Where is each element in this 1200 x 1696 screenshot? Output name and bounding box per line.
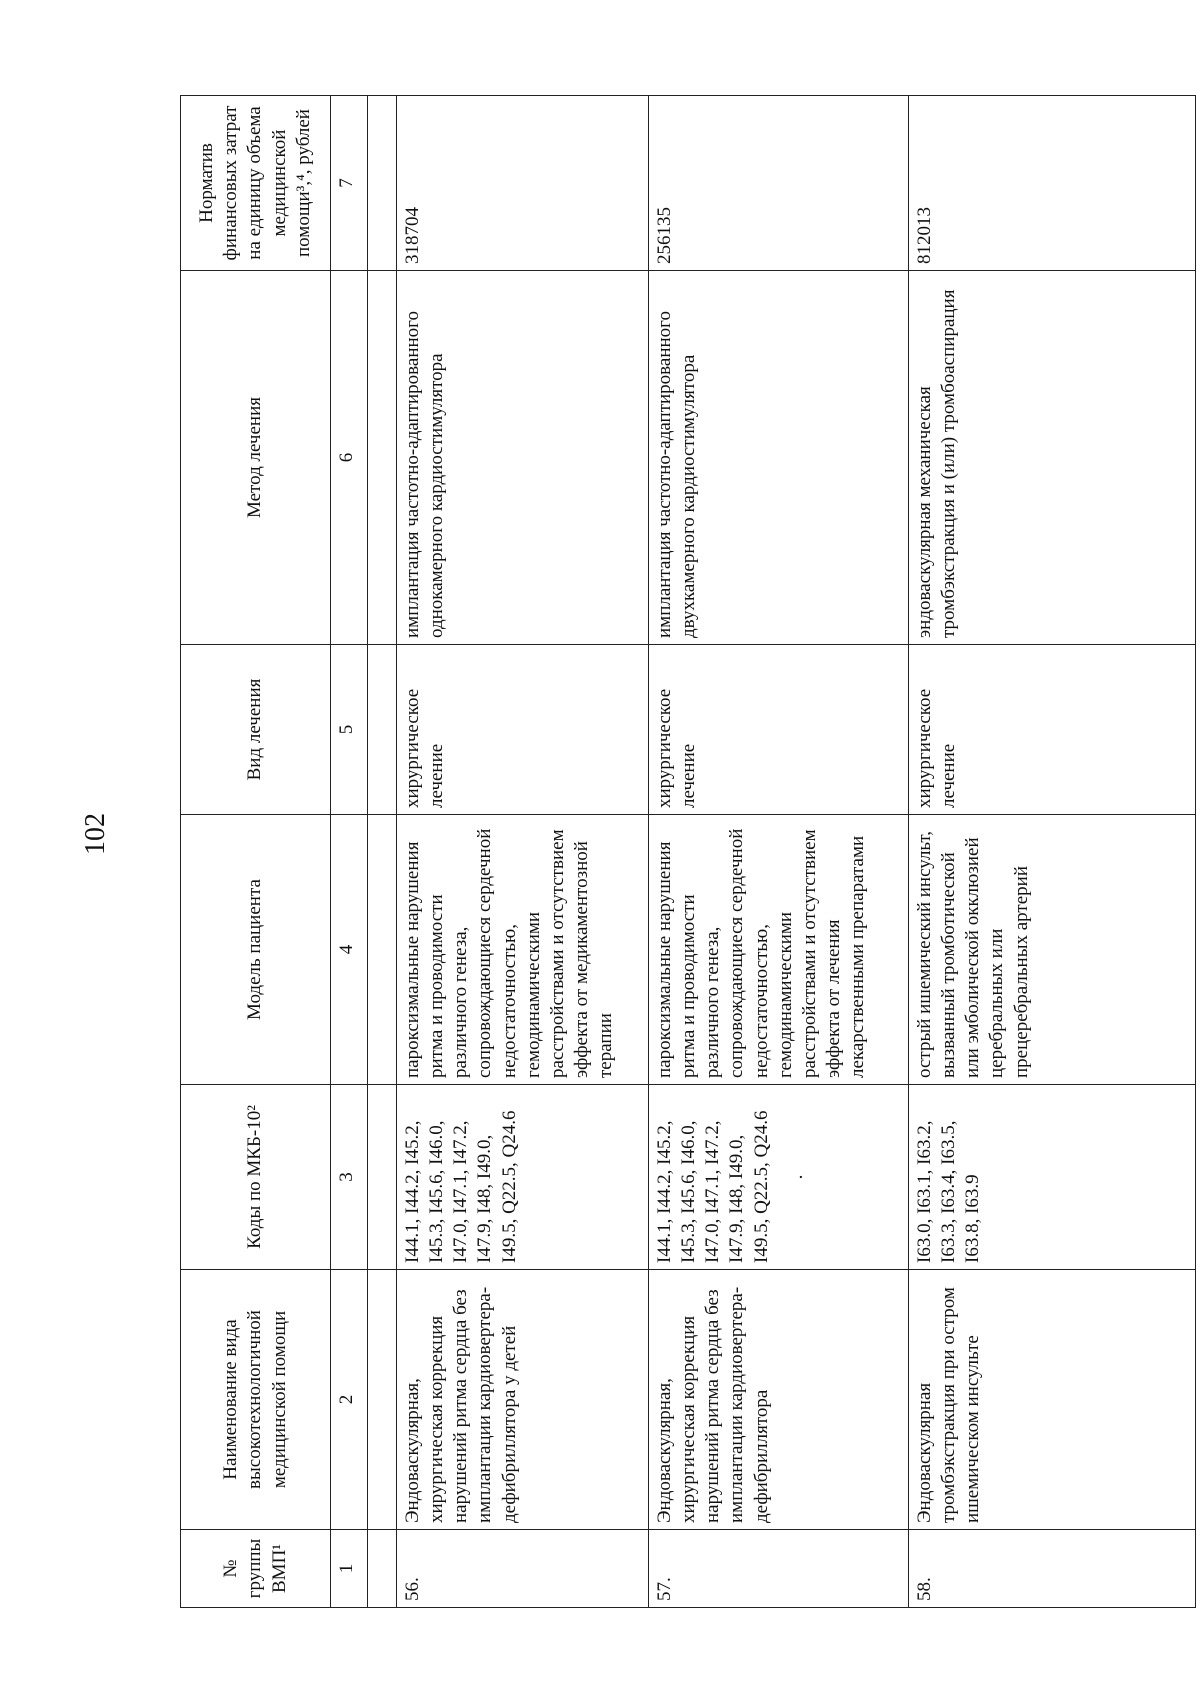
icd-codes	[649, 1085, 909, 1270]
column-number: 3	[331, 1085, 368, 1270]
spacer-row	[368, 96, 397, 1608]
column-number: 4	[331, 815, 368, 1085]
rotated-table-wrapper	[180, 96, 1196, 1608]
cost-standard: 256135	[649, 96, 909, 271]
group-number: 56.	[397, 1530, 649, 1608]
table-row	[649, 96, 909, 1608]
column-number: 7	[331, 96, 368, 271]
header-icd-codes: Коды по МКБ-10²	[181, 1085, 331, 1270]
treatment-method: эндоваскулярная механическая тромбэкстракция и (или) тромбоаспирация	[909, 271, 1196, 645]
group-number: 57.	[649, 1530, 909, 1608]
vmp-name: Эндоваскулярная, хирургическая коррекция нарушений ритма сердца без имплантации кардиовертера-дефибриллятора у детей	[397, 1270, 649, 1530]
cost-standard: 318704	[397, 96, 649, 271]
patient-model: пароксизмальные нарушения ритма и проводимости различного генеза, сопровождающиеся сердечной недостаточностью, гемодинамическими расстройствами и отсутствием эффекта от медикаментозной терапии	[397, 815, 649, 1085]
column-number: 6	[331, 271, 368, 645]
table-row	[909, 96, 1196, 1608]
treatment-method: имплантация частотно-адаптированного двухкамерного кардиостимулятора	[649, 271, 909, 645]
column-number: 1	[331, 1530, 368, 1608]
table-row	[397, 96, 649, 1608]
header-treatment-method: Метод лечения	[181, 271, 331, 645]
vmp-name: Эндоваскулярная тромбэкстракция при остром ишемическом инсульте	[909, 1270, 1196, 1530]
cost-standard: 812013	[909, 96, 1196, 271]
header-treatment-type: Вид лечения	[181, 645, 331, 815]
group-number: 58.	[909, 1530, 1196, 1608]
header-cost-standard: Норматив финансовых затрат на единицу объема медицинской помощи³,⁴, рублей	[181, 96, 331, 271]
patient-model: острый ишемический инсульт, вызванный тромботической или эмболической окклюзией церебральных или прецеребральных артерий	[909, 815, 1196, 1085]
vmp-name: Эндоваскулярная, хирургическая коррекция нарушений ритма сердца без имплантации кардиовертера-дефибриллятора	[649, 1270, 909, 1530]
column-number: 2	[331, 1270, 368, 1530]
icd-codes-text: I44.1, I44.2, I45.2, I45.3, I45.6, I46.0, I47.0, I47.1, I47.2, I47.9, I48, I49.0, I49.5, Q22.5, Q24.6	[654, 1110, 772, 1263]
icd-codes: I44.1, I44.2, I45.2, I45.3, I45.6, I46.0, I47.0, I47.1, I47.2, I47.9, I48, I49.0, I49.5, Q22.5, Q24.6	[397, 1085, 649, 1270]
treatment-type: хирургическое лечение	[909, 645, 1196, 815]
treatment-type: хирургическое лечение	[397, 645, 649, 815]
vmp-table	[180, 95, 1196, 1608]
header-patient-model: Модель пациента	[181, 815, 331, 1085]
treatment-type: хирургическое лечение	[649, 645, 909, 815]
header-row	[181, 96, 331, 1608]
icd-codes: I63.0, I63.1, I63.2, I63.3, I63.4, I63.5, I63.8, I63.9	[909, 1085, 1196, 1270]
patient-model: пароксизмальные нарушения ритма и проводимости различного генеза, сопровождающиеся сердечной недостаточностью, гемодинамическими расстройствами и отсутствием эффекта от лечения лекарственными препаратами	[649, 815, 909, 1085]
column-number-row	[331, 96, 368, 1608]
page-number: 102	[80, 813, 111, 855]
stray-mark: ·	[790, 1173, 812, 1181]
header-group-number: № группы ВМП¹	[181, 1530, 331, 1608]
treatment-method: имплантация частотно-адаптированного однокамерного кардиостимулятора	[397, 271, 649, 645]
column-number: 5	[331, 645, 368, 815]
header-vmp-name: Наименование вида высокотехнологичной медицинской помощи	[181, 1270, 331, 1530]
